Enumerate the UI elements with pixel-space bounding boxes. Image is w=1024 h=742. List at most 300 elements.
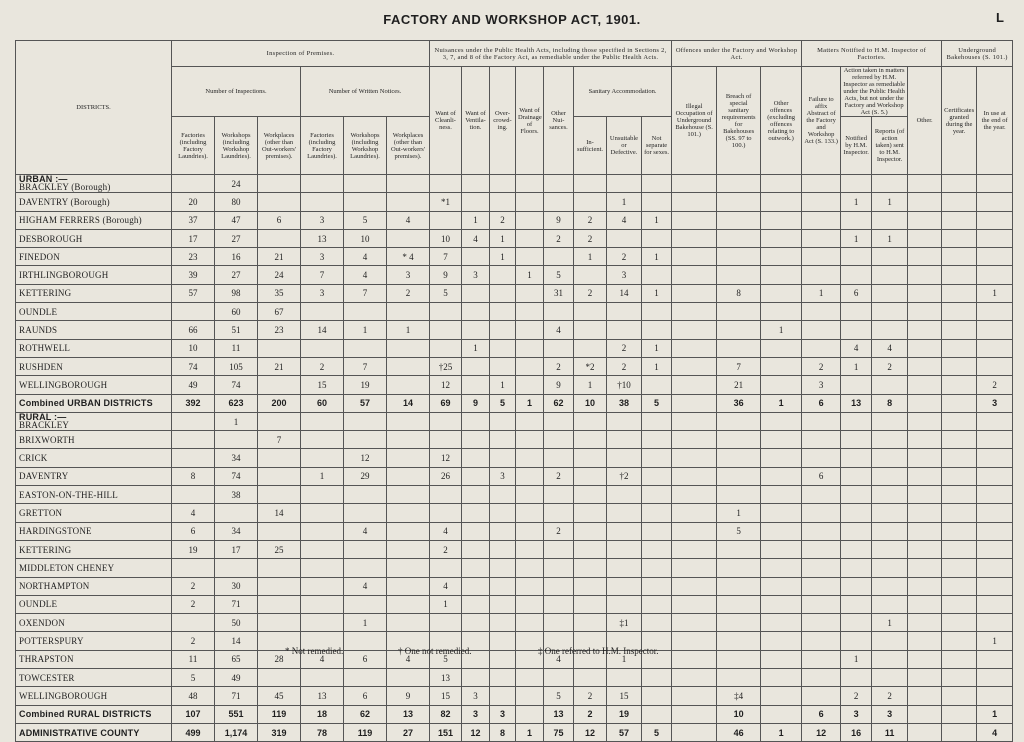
district-name: CRICK bbox=[16, 449, 172, 467]
cell-value: 35 bbox=[258, 284, 301, 302]
cell-value bbox=[490, 504, 516, 522]
cell-value bbox=[761, 412, 802, 430]
col-group-underground: Underground Bakehouses (S. 101.) bbox=[942, 41, 1013, 67]
cell-value: 28 bbox=[258, 650, 301, 668]
table-row bbox=[16, 559, 1013, 577]
cell-value: 10 bbox=[574, 394, 607, 412]
cell-value: 7 bbox=[258, 431, 301, 449]
cell-value: 71 bbox=[215, 595, 258, 613]
cell-value bbox=[462, 193, 490, 211]
cell-value bbox=[462, 284, 490, 302]
district-name: OUNDLE bbox=[16, 303, 172, 321]
cell-value bbox=[642, 669, 672, 687]
cell-value bbox=[802, 486, 841, 504]
cell-value: 1 bbox=[642, 339, 672, 357]
cell-value bbox=[802, 614, 841, 632]
district-name: Combined RURAL DISTRICTS bbox=[16, 705, 172, 723]
cell-value: 1 bbox=[841, 357, 872, 375]
cell-value bbox=[841, 376, 872, 394]
cell-value bbox=[942, 559, 977, 577]
cell-value: 1 bbox=[761, 394, 802, 412]
cell-value: 15 bbox=[301, 376, 344, 394]
cell-value bbox=[841, 559, 872, 577]
cell-value: 3 bbox=[301, 284, 344, 302]
cell-value bbox=[977, 248, 1013, 266]
cell-value: 1 bbox=[977, 632, 1013, 650]
cell-value: 4 bbox=[841, 339, 872, 357]
col-breach-sanitary: Breach of special sanitary requirements for Bakehouses (SS. 97 to 100.) bbox=[717, 67, 761, 175]
cell-value bbox=[802, 229, 841, 247]
cell-value bbox=[942, 339, 977, 357]
cell-value: 12 bbox=[574, 723, 607, 741]
cell-value bbox=[761, 339, 802, 357]
cell-value: 27 bbox=[215, 229, 258, 247]
cell-value bbox=[717, 211, 761, 229]
cell-value bbox=[574, 540, 607, 558]
cell-value bbox=[977, 614, 1013, 632]
cell-value bbox=[387, 175, 430, 193]
cell-value bbox=[977, 504, 1013, 522]
cell-value bbox=[516, 486, 544, 504]
cell-value: 2 bbox=[490, 211, 516, 229]
cell-value bbox=[607, 559, 642, 577]
cell-value bbox=[908, 705, 942, 723]
cell-value bbox=[761, 467, 802, 485]
cell-value: 119 bbox=[258, 705, 301, 723]
cell-value: 4 bbox=[301, 650, 344, 668]
cell-value bbox=[872, 486, 908, 504]
table-row bbox=[16, 229, 1013, 247]
cell-value: 69 bbox=[430, 394, 462, 412]
cell-value: †10 bbox=[607, 376, 642, 394]
cell-value: 1 bbox=[872, 229, 908, 247]
cell-value: 319 bbox=[258, 723, 301, 741]
cell-value bbox=[544, 595, 574, 613]
cell-value bbox=[802, 540, 841, 558]
cell-value bbox=[642, 266, 672, 284]
table-row bbox=[16, 175, 1013, 193]
cell-value bbox=[574, 486, 607, 504]
cell-value bbox=[344, 193, 387, 211]
cell-value bbox=[717, 467, 761, 485]
cell-value: 5 bbox=[344, 211, 387, 229]
cell-value bbox=[942, 394, 977, 412]
cell-value bbox=[977, 266, 1013, 284]
cell-value: 6 bbox=[802, 467, 841, 485]
cell-value bbox=[516, 303, 544, 321]
cell-value: 151 bbox=[430, 723, 462, 741]
cell-value bbox=[672, 412, 717, 430]
cell-value bbox=[544, 504, 574, 522]
cell-value bbox=[872, 449, 908, 467]
cell-value bbox=[977, 540, 1013, 558]
cell-value: 1 bbox=[642, 284, 672, 302]
cell-value bbox=[672, 504, 717, 522]
cell-value: 1 bbox=[462, 339, 490, 357]
cell-value: 1 bbox=[301, 467, 344, 485]
cell-value bbox=[908, 467, 942, 485]
cell-value bbox=[977, 431, 1013, 449]
cell-value: 75 bbox=[544, 723, 574, 741]
cell-value bbox=[761, 229, 802, 247]
cell-value bbox=[344, 504, 387, 522]
cell-value: 3 bbox=[607, 266, 642, 284]
cell-value bbox=[761, 687, 802, 705]
cell-value bbox=[672, 339, 717, 357]
cell-value bbox=[516, 376, 544, 394]
table-row bbox=[16, 522, 1013, 540]
cell-value bbox=[672, 705, 717, 723]
cell-value: 12 bbox=[344, 449, 387, 467]
cell-value bbox=[301, 431, 344, 449]
cell-value bbox=[642, 193, 672, 211]
cell-value bbox=[942, 595, 977, 613]
cell-value: 23 bbox=[258, 321, 301, 339]
cell-value: 200 bbox=[258, 394, 301, 412]
col-not-separate: Not separate for sexes. bbox=[642, 117, 672, 175]
cell-value: 623 bbox=[215, 394, 258, 412]
cell-value: 2 bbox=[802, 357, 841, 375]
cell-value bbox=[642, 175, 672, 193]
cell-value bbox=[387, 376, 430, 394]
cell-value bbox=[387, 577, 430, 595]
cell-value bbox=[802, 595, 841, 613]
cell-value: 10 bbox=[344, 229, 387, 247]
district-name: MIDDLETON CHENEY bbox=[16, 559, 172, 577]
col-notice-workplaces: Workplaces (other than Out-workers' premises). bbox=[387, 117, 430, 175]
cell-value bbox=[574, 595, 607, 613]
cell-value bbox=[258, 467, 301, 485]
cell-value bbox=[672, 486, 717, 504]
cell-value: 7 bbox=[717, 357, 761, 375]
table-row bbox=[16, 669, 1013, 687]
cell-value: 3 bbox=[301, 248, 344, 266]
col-group-offences: Offences under the Factory and Workshop Act. bbox=[672, 41, 802, 67]
cell-value: 1 bbox=[490, 376, 516, 394]
cell-value bbox=[215, 431, 258, 449]
cell-value bbox=[717, 669, 761, 687]
cell-value: 2 bbox=[544, 357, 574, 375]
cell-value bbox=[387, 669, 430, 687]
cell-value: 6 bbox=[258, 211, 301, 229]
cell-value: 12 bbox=[430, 449, 462, 467]
cell-value bbox=[761, 175, 802, 193]
cell-value bbox=[908, 376, 942, 394]
district-name: OXENDON bbox=[16, 614, 172, 632]
cell-value bbox=[430, 412, 462, 430]
total-row bbox=[16, 723, 1013, 741]
cell-value: 21 bbox=[717, 376, 761, 394]
cell-value bbox=[387, 540, 430, 558]
district-name: BRIXWORTH bbox=[16, 431, 172, 449]
cell-value bbox=[387, 486, 430, 504]
cell-value bbox=[607, 412, 642, 430]
cell-value bbox=[841, 266, 872, 284]
cell-value bbox=[761, 266, 802, 284]
cell-value bbox=[942, 175, 977, 193]
cell-value bbox=[977, 669, 1013, 687]
cell-value bbox=[574, 412, 607, 430]
cell-value bbox=[908, 284, 942, 302]
cell-value bbox=[802, 321, 841, 339]
table-row bbox=[16, 595, 1013, 613]
cell-value bbox=[672, 669, 717, 687]
cell-value bbox=[908, 449, 942, 467]
cell-value bbox=[717, 321, 761, 339]
cell-value: 9 bbox=[544, 376, 574, 394]
cell-value bbox=[761, 357, 802, 375]
cell-value bbox=[258, 449, 301, 467]
cell-value bbox=[761, 248, 802, 266]
cell-value bbox=[672, 175, 717, 193]
cell-value: 19 bbox=[344, 376, 387, 394]
cell-value bbox=[872, 577, 908, 595]
col-other-nuisances: Other Nui-sances. bbox=[544, 67, 574, 175]
cell-value: 10 bbox=[717, 705, 761, 723]
cell-value bbox=[462, 467, 490, 485]
cell-value: 74 bbox=[215, 467, 258, 485]
table-row bbox=[16, 357, 1013, 375]
cell-value bbox=[761, 376, 802, 394]
cell-value bbox=[977, 522, 1013, 540]
cell-value bbox=[908, 723, 942, 741]
cell-value: 6 bbox=[344, 687, 387, 705]
cell-value: 46 bbox=[717, 723, 761, 741]
cell-value: 48 bbox=[172, 687, 215, 705]
cell-value: 5 bbox=[430, 284, 462, 302]
cell-value: 13 bbox=[544, 705, 574, 723]
cell-value: 21 bbox=[258, 357, 301, 375]
cell-value: 8 bbox=[872, 394, 908, 412]
cell-value: 1 bbox=[607, 193, 642, 211]
cell-value bbox=[802, 687, 841, 705]
cell-value: 13 bbox=[387, 705, 430, 723]
cell-value: 15 bbox=[430, 687, 462, 705]
cell-value: 1 bbox=[717, 504, 761, 522]
cell-value bbox=[908, 339, 942, 357]
cell-value: 1,174 bbox=[215, 723, 258, 741]
cell-value: 7 bbox=[344, 357, 387, 375]
cell-value: 11 bbox=[172, 650, 215, 668]
cell-value bbox=[841, 486, 872, 504]
district-name bbox=[16, 412, 172, 430]
cell-value bbox=[717, 248, 761, 266]
cell-value: 3 bbox=[977, 394, 1013, 412]
cell-value bbox=[258, 193, 301, 211]
cell-value bbox=[642, 705, 672, 723]
cell-value: 2 bbox=[387, 284, 430, 302]
cell-value: 2 bbox=[172, 595, 215, 613]
table-row bbox=[16, 248, 1013, 266]
cell-value bbox=[607, 595, 642, 613]
col-insp-factories: Factories (including Factory Laundries). bbox=[172, 117, 215, 175]
cell-value bbox=[544, 248, 574, 266]
cell-value bbox=[642, 614, 672, 632]
cell-value bbox=[490, 449, 516, 467]
cell-value bbox=[344, 559, 387, 577]
cell-value bbox=[942, 449, 977, 467]
cell-value: *2 bbox=[574, 357, 607, 375]
table-row bbox=[16, 486, 1013, 504]
cell-value bbox=[717, 577, 761, 595]
cell-value bbox=[490, 486, 516, 504]
cell-value bbox=[462, 486, 490, 504]
district-label: BRACKLEY bbox=[19, 419, 70, 430]
cell-value bbox=[717, 339, 761, 357]
cell-value: 38 bbox=[215, 486, 258, 504]
cell-value bbox=[977, 486, 1013, 504]
cell-value bbox=[387, 522, 430, 540]
cell-value: 19 bbox=[172, 540, 215, 558]
cell-value bbox=[977, 595, 1013, 613]
cell-value bbox=[908, 431, 942, 449]
cell-value bbox=[908, 559, 942, 577]
cell-value bbox=[607, 522, 642, 540]
district-name: HARDINGSTONE bbox=[16, 522, 172, 540]
col-districts: DISTRICTS. bbox=[16, 41, 172, 175]
cell-value bbox=[908, 412, 942, 430]
cell-value: 4 bbox=[387, 650, 430, 668]
cell-value: 78 bbox=[301, 723, 344, 741]
cell-value bbox=[908, 175, 942, 193]
cell-value: 15 bbox=[607, 687, 642, 705]
cell-value bbox=[908, 669, 942, 687]
cell-value bbox=[717, 449, 761, 467]
cell-value: 3 bbox=[387, 266, 430, 284]
district-name: WELLINGBOROUGH bbox=[16, 376, 172, 394]
cell-value bbox=[387, 431, 430, 449]
cell-value bbox=[544, 614, 574, 632]
cell-value bbox=[942, 412, 977, 430]
cell-value bbox=[301, 486, 344, 504]
cell-value bbox=[258, 559, 301, 577]
cell-value bbox=[908, 687, 942, 705]
cell-value: 1 bbox=[761, 723, 802, 741]
cell-value bbox=[258, 412, 301, 430]
cell-value bbox=[574, 339, 607, 357]
district-name: WELLINGBOROUGH bbox=[16, 687, 172, 705]
cell-value: 1 bbox=[490, 248, 516, 266]
cell-value bbox=[430, 339, 462, 357]
cell-value bbox=[908, 229, 942, 247]
cell-value bbox=[462, 595, 490, 613]
cell-value bbox=[172, 449, 215, 467]
cell-value: 1 bbox=[977, 705, 1013, 723]
cell-value bbox=[462, 614, 490, 632]
cell-value bbox=[802, 339, 841, 357]
cell-value bbox=[490, 175, 516, 193]
cell-value: 4 bbox=[344, 266, 387, 284]
cell-value: 31 bbox=[544, 284, 574, 302]
cell-value: 5 bbox=[544, 266, 574, 284]
cell-value: 12 bbox=[462, 723, 490, 741]
cell-value: 82 bbox=[430, 705, 462, 723]
cell-value bbox=[977, 339, 1013, 357]
cell-value: 16 bbox=[215, 248, 258, 266]
table-row bbox=[16, 211, 1013, 229]
cell-value: 27 bbox=[387, 723, 430, 741]
cell-value bbox=[607, 303, 642, 321]
cell-value bbox=[574, 467, 607, 485]
cell-value: 2 bbox=[430, 540, 462, 558]
district-name: IRTHLINGBOROUGH bbox=[16, 266, 172, 284]
cell-value bbox=[387, 339, 430, 357]
cell-value: 57 bbox=[172, 284, 215, 302]
cell-value bbox=[490, 193, 516, 211]
cell-value: 7 bbox=[301, 266, 344, 284]
cell-value: 1 bbox=[387, 321, 430, 339]
cell-value: †2 bbox=[607, 467, 642, 485]
cell-value: 65 bbox=[215, 650, 258, 668]
cell-value: 23 bbox=[172, 248, 215, 266]
cell-value bbox=[841, 467, 872, 485]
cell-value: 1 bbox=[607, 650, 642, 668]
cell-value: 2 bbox=[574, 211, 607, 229]
cell-value: ‡1 bbox=[607, 614, 642, 632]
cell-value: ‡4 bbox=[717, 687, 761, 705]
cell-value: 45 bbox=[258, 687, 301, 705]
cell-value: 2 bbox=[301, 357, 344, 375]
cell-value: 47 bbox=[215, 211, 258, 229]
cell-value bbox=[574, 522, 607, 540]
cell-value bbox=[172, 431, 215, 449]
cell-value bbox=[802, 504, 841, 522]
cell-value: 7 bbox=[430, 248, 462, 266]
cell-value bbox=[462, 321, 490, 339]
col-insufficient: In-sufficient. bbox=[574, 117, 607, 175]
cell-value bbox=[516, 687, 544, 705]
cell-value bbox=[942, 376, 977, 394]
cell-value bbox=[430, 504, 462, 522]
cell-value: 2 bbox=[872, 687, 908, 705]
cell-value bbox=[841, 449, 872, 467]
cell-value: 1 bbox=[841, 229, 872, 247]
cell-value bbox=[672, 303, 717, 321]
cell-value bbox=[872, 559, 908, 577]
cell-value: 1 bbox=[344, 321, 387, 339]
cell-value: 1 bbox=[761, 321, 802, 339]
cell-value bbox=[977, 321, 1013, 339]
cell-value bbox=[672, 376, 717, 394]
cell-value bbox=[942, 229, 977, 247]
cell-value bbox=[215, 504, 258, 522]
cell-value bbox=[672, 321, 717, 339]
cell-value: 1 bbox=[215, 412, 258, 430]
cell-value bbox=[908, 357, 942, 375]
col-other-offences: Other offences (excluding offences relating to outwork.) bbox=[761, 67, 802, 175]
cell-value bbox=[942, 540, 977, 558]
cell-value bbox=[642, 486, 672, 504]
cell-value bbox=[544, 303, 574, 321]
col-group-matters-notified: Matters Notified to H.M. Inspector of Factories. bbox=[802, 41, 942, 67]
cell-value bbox=[942, 211, 977, 229]
cell-value bbox=[516, 559, 544, 577]
cell-value bbox=[802, 669, 841, 687]
cell-value: 10 bbox=[430, 229, 462, 247]
cell-value bbox=[761, 559, 802, 577]
cell-value: 6 bbox=[841, 284, 872, 302]
district-name: NORTHAMPTON bbox=[16, 577, 172, 595]
cell-value: 34 bbox=[215, 522, 258, 540]
cell-value bbox=[574, 614, 607, 632]
cell-value bbox=[642, 321, 672, 339]
cell-value: 392 bbox=[172, 394, 215, 412]
cell-value: 36 bbox=[717, 394, 761, 412]
cell-value: 80 bbox=[215, 193, 258, 211]
cell-value bbox=[387, 412, 430, 430]
col-failure-affix: Failure to affix Abstract of the Factory and Workshop Act (S. 133.) bbox=[802, 67, 841, 175]
cell-value bbox=[908, 303, 942, 321]
